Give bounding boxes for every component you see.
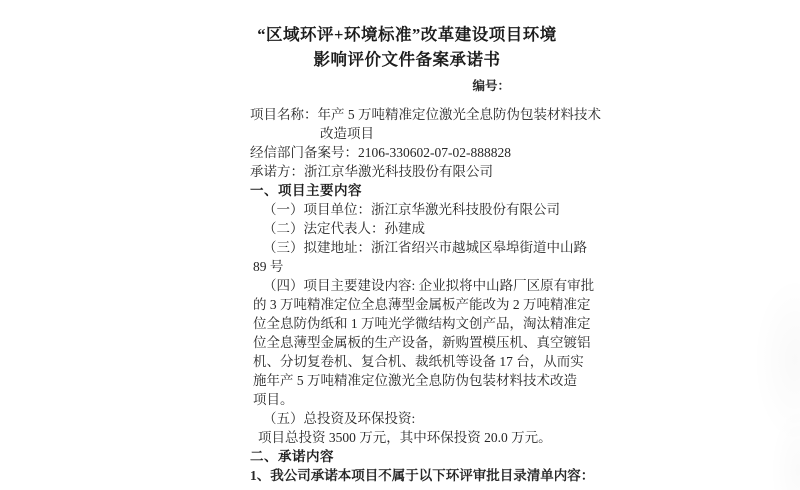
- item-construction-content-line4: 位全息薄型金属板的生产设备，新购置模压机、真空镀铝: [253, 335, 591, 350]
- section-main-heading: 一、项目主要内容: [250, 183, 362, 198]
- item-project-unit: （一）项目单位：浙江京华激光科技股份有限公司: [263, 202, 560, 217]
- document-body: [250, 105, 601, 485]
- item-construction-content-line3: 位全息防伪纸和 1 万吨光学微结构文创产品，淘汰精准定: [253, 316, 591, 331]
- item-legal-representative: （二）法定代表人：孙建成: [263, 221, 425, 236]
- document-title-line1: “区域环评+环境标准”改革建设项目环境: [257, 25, 557, 44]
- item-construction-content-line6: 施年产 5 万吨精准定位激光全息防伪包装材料技术改造: [253, 373, 577, 388]
- field-project-name-line1: 项目名称：年产 5 万吨精准定位激光全息防伪包装材料技术: [250, 107, 601, 122]
- field-project-name-line2: 改造项目: [320, 126, 374, 141]
- field-promisor: 承诺方：浙江京华激光科技股份有限公司: [250, 164, 493, 179]
- item-construction-content-line5: 机、分切复卷机、复合机、裁纸机等设备 17 台，从而实: [253, 354, 584, 369]
- item-investment-heading: （五）总投资及环保投资:: [263, 411, 416, 426]
- item-construction-content-line2: 的 3 万吨精准定位全息薄型金属板产能改为 2 万吨精准定: [253, 297, 591, 312]
- document-content: [250, 22, 601, 485]
- document-number-label: 编号：: [472, 79, 510, 93]
- line-investment-amounts: 项目总投资 3500 万元，其中环保投资 20.0 万元。: [258, 430, 552, 445]
- field-record-number: 经信部门备案号：2106-330602-07-02-888828: [250, 145, 511, 160]
- document-title: [250, 22, 564, 72]
- item-site-address-line2: 89 号: [253, 259, 284, 274]
- item-site-address-line1: （三）拟建地址：浙江省绍兴市越城区皋埠街道中山路: [263, 240, 587, 255]
- section-commit-heading: 二、承诺内容: [250, 449, 334, 464]
- document-number-row: [250, 79, 564, 94]
- item-construction-content-line1: （四）项目主要建设内容: 企业拟将中山路厂区原有审批: [263, 278, 595, 293]
- commit-item-1: 1、我公司承诺本项目不属于以下环评审批目录清单内容：: [250, 468, 595, 483]
- document-title-line2: 影响评价文件备案承诺书: [313, 50, 501, 69]
- item-construction-content-line7: 项目。: [253, 392, 294, 407]
